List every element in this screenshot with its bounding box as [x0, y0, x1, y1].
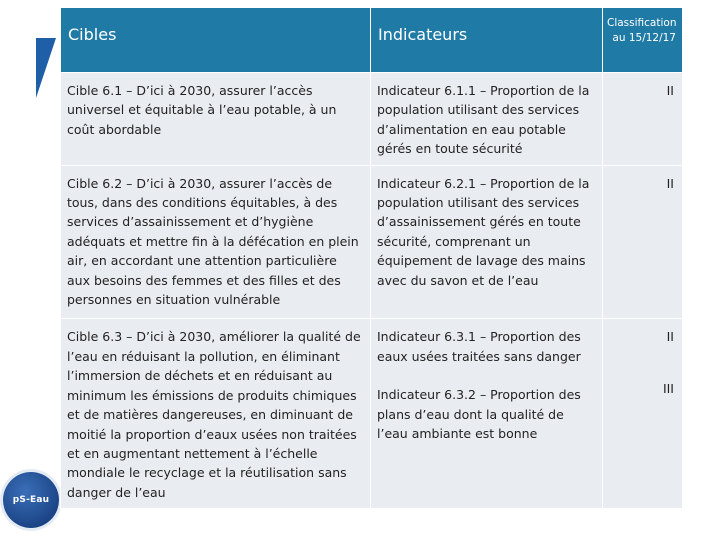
- target-cell: Cible 6.1 – D’ici à 2030, assurer l’accès universel et équitable à l’eau potable, à un coût abordable: [61, 73, 371, 166]
- indicator-cell: [371, 319, 603, 509]
- classification-cell: II III: [603, 319, 683, 509]
- header-indicators: Indicateurs: [371, 8, 603, 73]
- header-targets: Cibles: [61, 8, 371, 73]
- classification-cell: II: [603, 73, 683, 166]
- header-classification: Classification au 15/12/17: [603, 8, 683, 73]
- table-row: [61, 73, 683, 166]
- indicator-cell: [371, 165, 603, 319]
- indicator-item: Indicateur 6.3.2 – Proportion des plans d’eau dont la qualité de l’eau ambiante est bonne: [377, 387, 581, 442]
- classification-cell: II: [603, 165, 683, 319]
- table-row: [61, 165, 683, 319]
- indicator-item: Indicateur 6.1.1 – Proportion de la population utilisant des services d’alimentation en eau potable gérés en toute sécurité: [377, 83, 590, 157]
- indicator-item: Indicateur 6.3.1 – Proportion des eaux usées traitées sans danger: [377, 329, 581, 364]
- ps-eau-logo: [3, 472, 59, 528]
- logo-text: pS-Eau: [12, 495, 50, 505]
- sdg6-targets-table: [60, 7, 683, 509]
- table-header-row: [61, 8, 683, 73]
- indicator-cell: [371, 73, 603, 166]
- decorative-triangle: [36, 38, 56, 98]
- target-cell: Cible 6.3 – D’ici à 2030, améliorer la qualité de l’eau en réduisant la pollution, en éliminant l’immersion de déchets et en réduisant au minimum les émissions de produits chimiques et de matières dangereuses, en diminuant de moitié la proportion d’eaux usées non traitées et en augmentant nettement à l’échelle mondiale le recyclage et la réutilisation sans danger de l’eau: [61, 319, 371, 509]
- indicator-item: Indicateur 6.2.1 – Proportion de la population utilisant des services d’assainissement gérés en toute sécurité, comprenant un équipement de lavage des mains avec du savon et de l’eau: [377, 175, 590, 288]
- table-row: [61, 319, 683, 509]
- target-cell: Cible 6.2 – D’ici à 2030, assurer l’accès de tous, dans des conditions équitables, à des services d’assainissement et d’hygiène adéquats et mettre fin à la défécation en plein air, en accordant une attention particulière aux besoins des femmes et des filles et des personnes en situation vulnérable: [61, 165, 371, 319]
